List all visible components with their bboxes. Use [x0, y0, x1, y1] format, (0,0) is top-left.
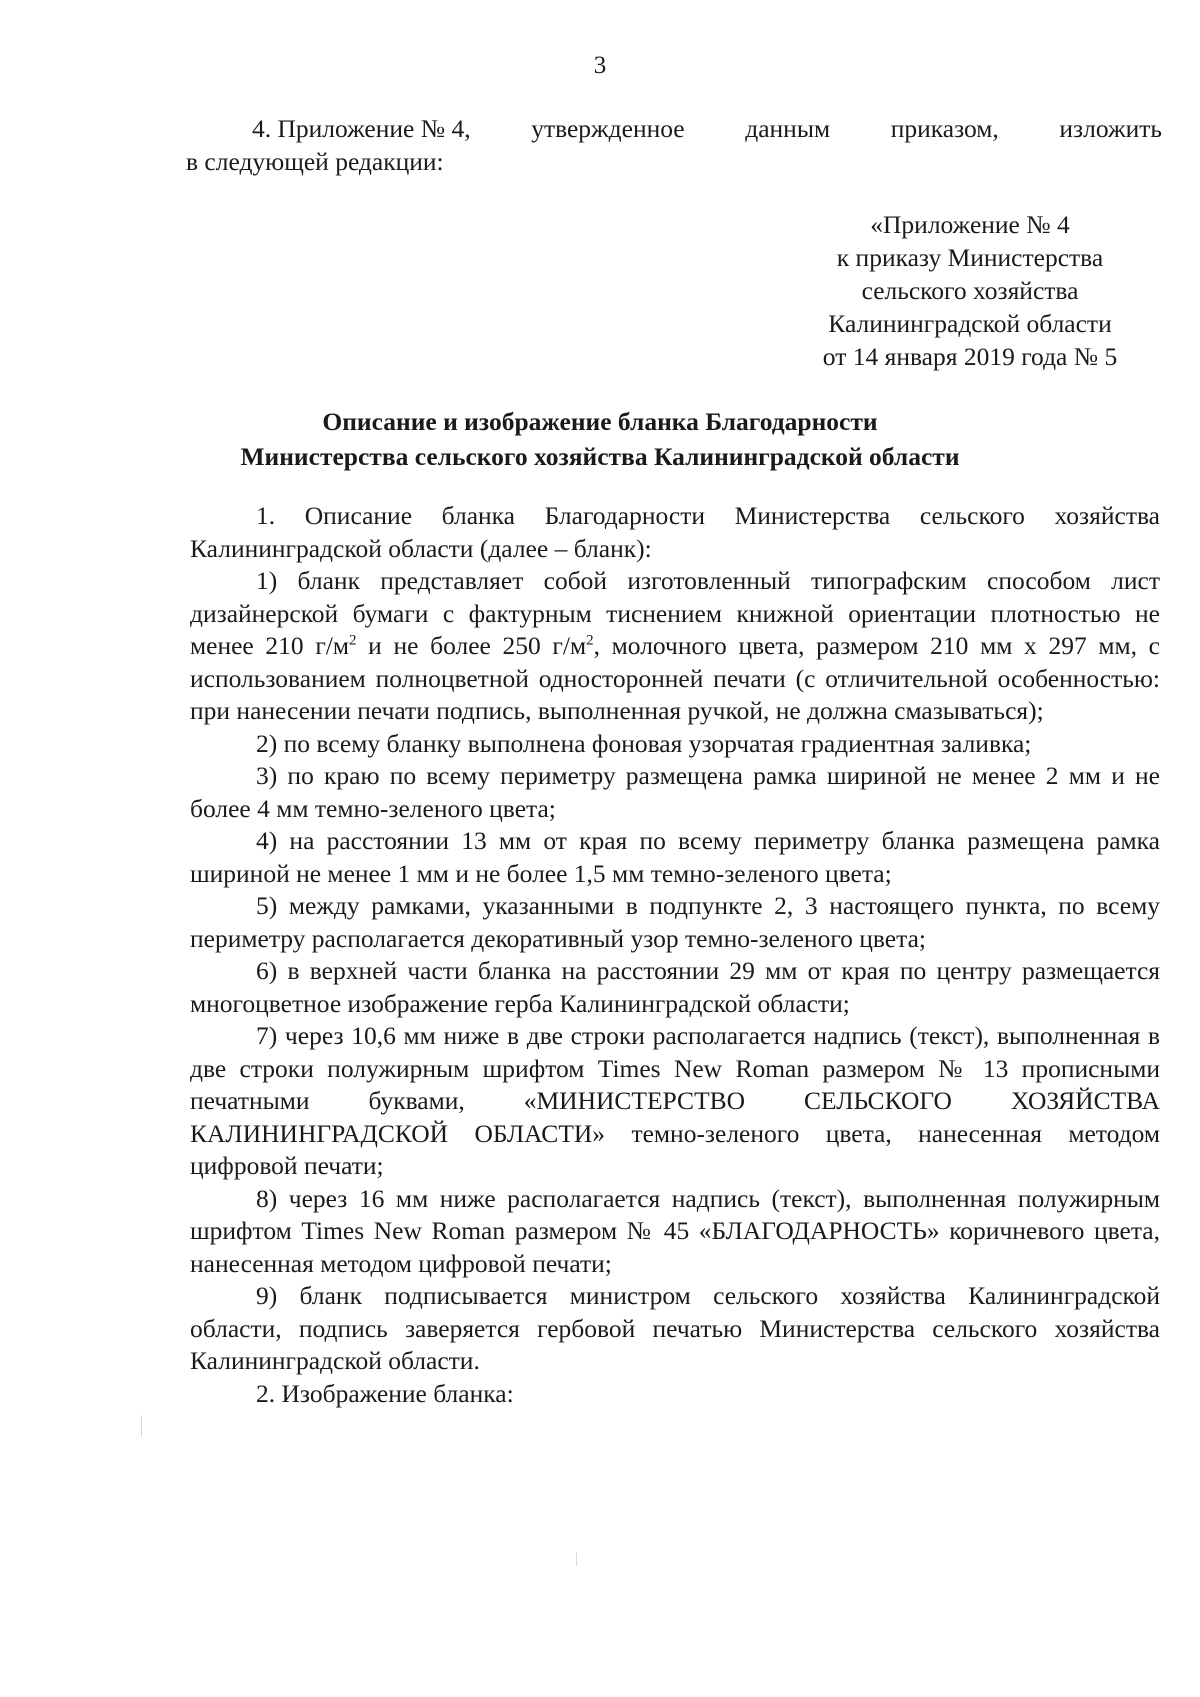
paragraph-item-9: 9) бланк подписывается министром сельского хозяйства Калининградской области, подпись заверяется гербовой печатью Министерства сельского хозяйства Калининградской области. [190, 1281, 1160, 1375]
item-1-text-b: и не более 250 г/м [356, 631, 587, 660]
title-line-2: Министерства сельского хозяйства Калининградской области [240, 442, 960, 471]
paragraph-item-1 [190, 565, 1160, 728]
document-title [0, 404, 1200, 474]
paragraph-item-3: 3) по краю по всему периметру размещена рамка шириной не менее 2 мм и не более 4 мм темно-зеленого цвета; [190, 761, 1160, 823]
intro-paragraph [186, 112, 1162, 178]
document-body [190, 500, 1160, 1410]
superscript: 2 [586, 632, 594, 649]
scan-mark [576, 1552, 577, 1566]
intro-word: изложить [1059, 114, 1162, 143]
paragraph-1-description: 1. Описание бланка Благодарности Министерства сельского хозяйства Калининградской области (далее – бланк): [190, 501, 1160, 563]
appendix-line: Калининградской области [828, 309, 1112, 338]
paragraph-item-2: 2) по всему бланку выполнена фоновая узорчатая градиентная заливка; [256, 728, 1032, 758]
scan-mark [141, 1415, 142, 1437]
intro-word: приказом, [890, 114, 999, 143]
appendix-header [760, 208, 1180, 373]
appendix-line: к приказу Министерства [836, 243, 1104, 272]
superscript: 2 [349, 632, 357, 649]
appendix-line: «Приложение № 4 [870, 210, 1070, 239]
paragraph-item-8: 8) через 16 мм ниже располагается надпись (текст), выполненная полужирным шрифтом Times New Roman размером № 45 «БЛАГОДАРНОСТЬ» коричневого цвета, нанесенная методом цифровой печати; [190, 1183, 1160, 1278]
appendix-line: от 14 января 2019 года № 5 [822, 342, 1118, 371]
paragraph-item-4: 4) на расстоянии 13 мм от края по всему периметру бланка размещена рамка шириной не менее 1 мм и не более 1,5 мм темно-зеленого цвета; [190, 826, 1160, 888]
paragraph-2-image: 2. Изображение бланка: [256, 1378, 514, 1408]
item-1-text-a: 1) бланк представляет собой изготовленный типографским способом лист дизайнерской бумаги с фактурным тиснением книжной ориентации плотностью не менее 210 г/м [190, 566, 1160, 660]
intro-word: 4. Приложение № 4, [252, 114, 471, 143]
appendix-line: сельского хозяйства [861, 276, 1079, 305]
paragraph-item-6: 6) в верхней части бланка на расстоянии 29 мм от края по центру размещается многоцветное изображение герба Калининградской области; [190, 956, 1160, 1018]
intro-word: данным [745, 114, 831, 143]
intro-word: утвержденное [531, 114, 685, 143]
intro-line-1 [186, 112, 1162, 145]
paragraph-item-7: 7) через 10,6 мм ниже в две строки располагается надпись (текст), выполненная в две строки полужирным шрифтом Times New Roman размером № 13 прописными печатными буквами, «МИНИСТЕРСТВО СЕЛЬСКОГО ХОЗЯЙСТВА КАЛИНИНГРАДСКОЙ ОБЛАСТИ» темно-зеленого цвета, нанесенная методом цифровой печати; [190, 1021, 1160, 1180]
paragraph-item-5: 5) между рамками, указанными в подпункте 2, 3 настоящего пункта, по всему периметру располагается декоративный узор темно-зеленого цвета; [190, 891, 1160, 953]
intro-line-2: в следующей редакции: [186, 147, 444, 176]
page-number: 3 [593, 52, 607, 79]
title-line-1: Описание и изображение бланка Благодарности [322, 407, 878, 436]
item-1-text-c: , молочного цвета, размером 210 мм x 297 мм, с использованием полноцветной односторонней печати (с отличительной особенностью: при нанесении печати подпись, выполненная ручкой, не должна смазываться); [190, 631, 1160, 725]
